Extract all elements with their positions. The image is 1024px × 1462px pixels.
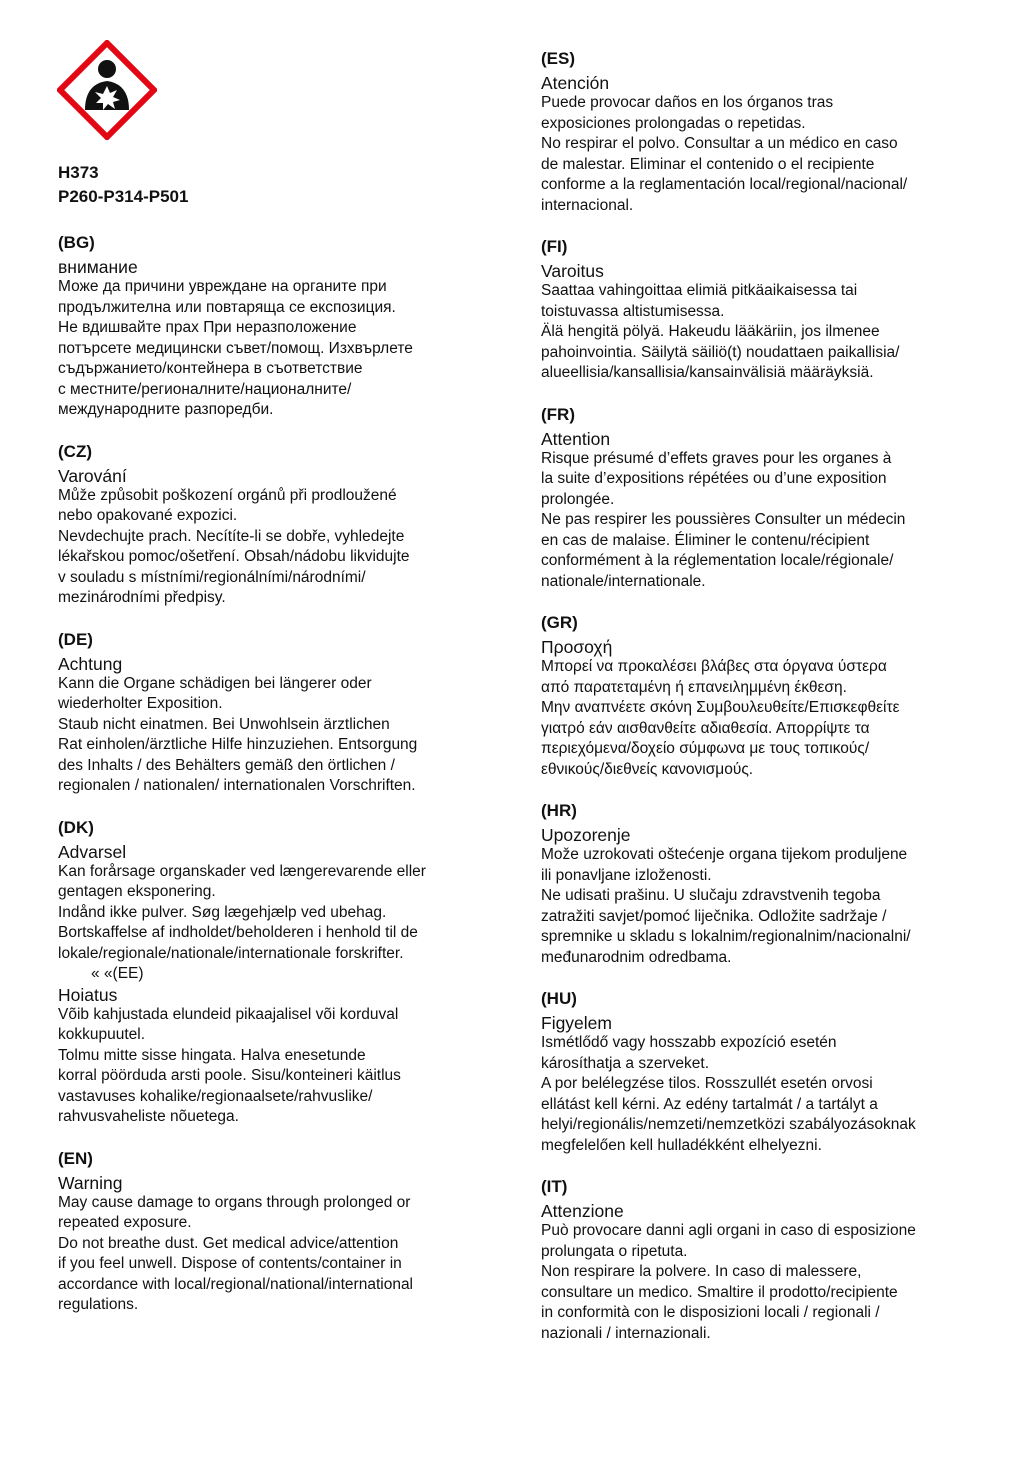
language-code: (ES) bbox=[541, 49, 575, 68]
right-language-column bbox=[541, 48, 981, 1364]
language-code: (FR) bbox=[541, 404, 575, 424]
signal-word: внимание bbox=[58, 257, 138, 277]
signal-word: Varování bbox=[58, 465, 127, 486]
hazard-codes bbox=[58, 161, 188, 209]
language-section-en bbox=[58, 1148, 498, 1316]
language-code: (DK) bbox=[58, 817, 94, 837]
language-code: (HU) bbox=[541, 989, 577, 1008]
language-code: (DE) bbox=[58, 629, 93, 649]
signal-word: Figyelem bbox=[541, 1013, 612, 1033]
signal-word: Atención bbox=[541, 73, 610, 93]
signal-word: Attenzione bbox=[541, 1201, 624, 1221]
health-hazard-pictogram bbox=[57, 40, 157, 140]
statement-text: Kann die Organe schädigen bei längerer oder wiederholter Exposition. Staub nicht einatmen. Bei Unwohlsein ärztlichen Rat einholen/ärztliche Hilfe hinzuziehen. Entsorgung des Inhalts / des Behälters gemäß den örtlichen / regionalen / nationalen/ internationalen Vorschriften. bbox=[58, 674, 418, 794]
left-language-column bbox=[58, 232, 498, 1336]
language-code: (BG) bbox=[58, 233, 95, 252]
signal-word-ee: Hoiatus bbox=[58, 984, 118, 1005]
signal-word: Προσοχή bbox=[541, 637, 613, 657]
statement-text: Può provocare danni agli organi in caso di esposizione prolungata o ripetuta. Non respirare la polvere. In caso di malessere, consultare un medico. Smaltire il prodotto/recipiente in conformità con le disposizioni locali / regionali / nazionali / internazionali. bbox=[541, 1222, 916, 1342]
health-hazard-icon bbox=[57, 40, 157, 140]
language-section-fi bbox=[541, 236, 981, 384]
signal-word: Achtung bbox=[58, 653, 123, 674]
precautionary-statement-codes: P260-P314-P501 bbox=[58, 187, 189, 206]
hazard-statement-code: H373 bbox=[58, 163, 99, 182]
language-section-de bbox=[58, 629, 498, 797]
statement-text-ee: Võib kahjustada elundeid pikaajalisel või korduval kokkupuutel. Tolmu mitte sisse hingata. Halva enesetunde korral pöörduda arsti poole. Sisu/konteineri käitlus vastavuses kohalike/regionaalsete/rahvuslike/ rahvusvaheliste nõuetega. bbox=[58, 1005, 401, 1125]
language-section-it bbox=[541, 1176, 981, 1344]
language-section-hr bbox=[541, 800, 981, 968]
language-code: (IT) bbox=[541, 1177, 568, 1196]
language-section-bg bbox=[58, 232, 498, 421]
language-section-hu bbox=[541, 988, 981, 1156]
language-section-es bbox=[541, 48, 981, 216]
language-section-gr bbox=[541, 612, 981, 780]
language-code: (GR) bbox=[541, 613, 578, 632]
statement-text: May cause damage to organs through prolonged or repeated exposure. Do not breathe dust. Get medical advice/attention if you feel unwell. Dispose of contents/container in accordance with local/regional/national/international regulations. bbox=[58, 1193, 414, 1313]
statement-text: Ismétlődő vagy hosszabb expozíció esetén károsíthatja a szerveket. A por belélegzése tilos. Rosszullét esetén orvosi ellátást kell kérni. Az edény tartalmát / a tartályt a helyi/regionális/nemzeti/nemzetközi szabályozásoknak megfelelően kell hulladékként elhelyezni. bbox=[541, 1034, 916, 1154]
statement-text: Μπορεί να προκαλέσει βλάβες στα όργανα ύστερα από παρατεταμένη ή επανειλημμένη έκθεση. Μην αναπνέετε σκόνη Συμβουλευθείτε/Επισκεφθείτε γιατρό εάν αισθανθείτε αδιαθεσία. Απορρίψτε τα περιεχόμενα/δοχείο σύμφωνα με τους τοπικούς/ εθνικούς/διεθνείς κανονισμούς. bbox=[541, 658, 900, 778]
signal-word: Warning bbox=[58, 1172, 123, 1193]
language-section-fr bbox=[541, 404, 981, 593]
statement-text: Може да причини увреждане на органите при продължителна или повтаряща се експозиция. Не вдишвайте прах При неразположение потърсете медицински съвет/помощ. Изхвърлете съдържанието/контейнера в съответствие с местните/регионалните/националните/ международните разпоредби. bbox=[58, 278, 413, 418]
statement-text: Risque présumé d’effets graves pour les organes à la suite d’expositions répétées ou d’une exposition prolongée. Ne pas respirer les poussières Consulter un médecin en cas de malaise. Éliminer le contenu/récipient conformément à la réglementation locale/régionale/ nationale/internationale. bbox=[541, 449, 906, 590]
statement-text: Kan forårsage organskader ved længerevarende eller gentagen eksponering. Indånd ikke pulver. Søg lægehjælp ved ubehag. Bortskaffelse af indholdet/beholderen i henhold til de lokale/regionale/nationale/internationale forskrifter. bbox=[58, 862, 426, 962]
language-section-dk bbox=[58, 817, 498, 1128]
statement-text: Může způsobit poškození orgánů při prodloužené nebo opakované expozici. Nevdechujte prach. Necítíte-li se dobře, vyhledejte lékařskou pomoc/ošetření. Obsah/nádobu likvidujte v souladu s místními/regionálními/národními/ mezinárodními předpisy. bbox=[58, 486, 410, 606]
signal-word: Attention bbox=[541, 428, 611, 449]
language-code: (HR) bbox=[541, 801, 577, 820]
signal-word: Advarsel bbox=[58, 841, 127, 862]
language-section-cz bbox=[58, 441, 498, 609]
language-code: (FI) bbox=[541, 237, 568, 256]
statement-text: Puede provocar daños en los órganos tras exposiciones prolongadas o repetidas. No respirar el polvo. Consultar a un médico en caso de malestar. Eliminar el contenido o el recipiente conforme a la reglamentación local/regional/nacional/ internacional. bbox=[541, 94, 908, 214]
language-code: (CZ) bbox=[58, 441, 92, 461]
statement-text: Može uzrokovati oštećenje organa tijekom produljene ili ponavljane izloženosti. Ne udisati prašinu. U slučaju zdravstvenih tegoba zatražiti savjet/pomoć liječnika. Odložite sadržaje / spremnike u skladu s lokalnim/regionalnim/nacionalni/ međunarodnim odredbama. bbox=[541, 846, 911, 966]
language-code: (EN) bbox=[58, 1148, 93, 1168]
statement-text: Saattaa vahingoittaa elimiä pitkäaikaisessa tai toistuvassa altistumisessa. Älä hengitä pölyä. Hakeudu lääkäriin, jos ilmenee pahoinvointia. Säilytä säiliö(t) noudattaen paikallisia/ alueellisia/kansallisia/kansainvälisiä määräyksiä. bbox=[541, 282, 900, 381]
language-code-ee: « «(EE) bbox=[91, 965, 144, 982]
signal-word: Varoitus bbox=[541, 261, 604, 281]
signal-word: Upozorenje bbox=[541, 825, 631, 845]
